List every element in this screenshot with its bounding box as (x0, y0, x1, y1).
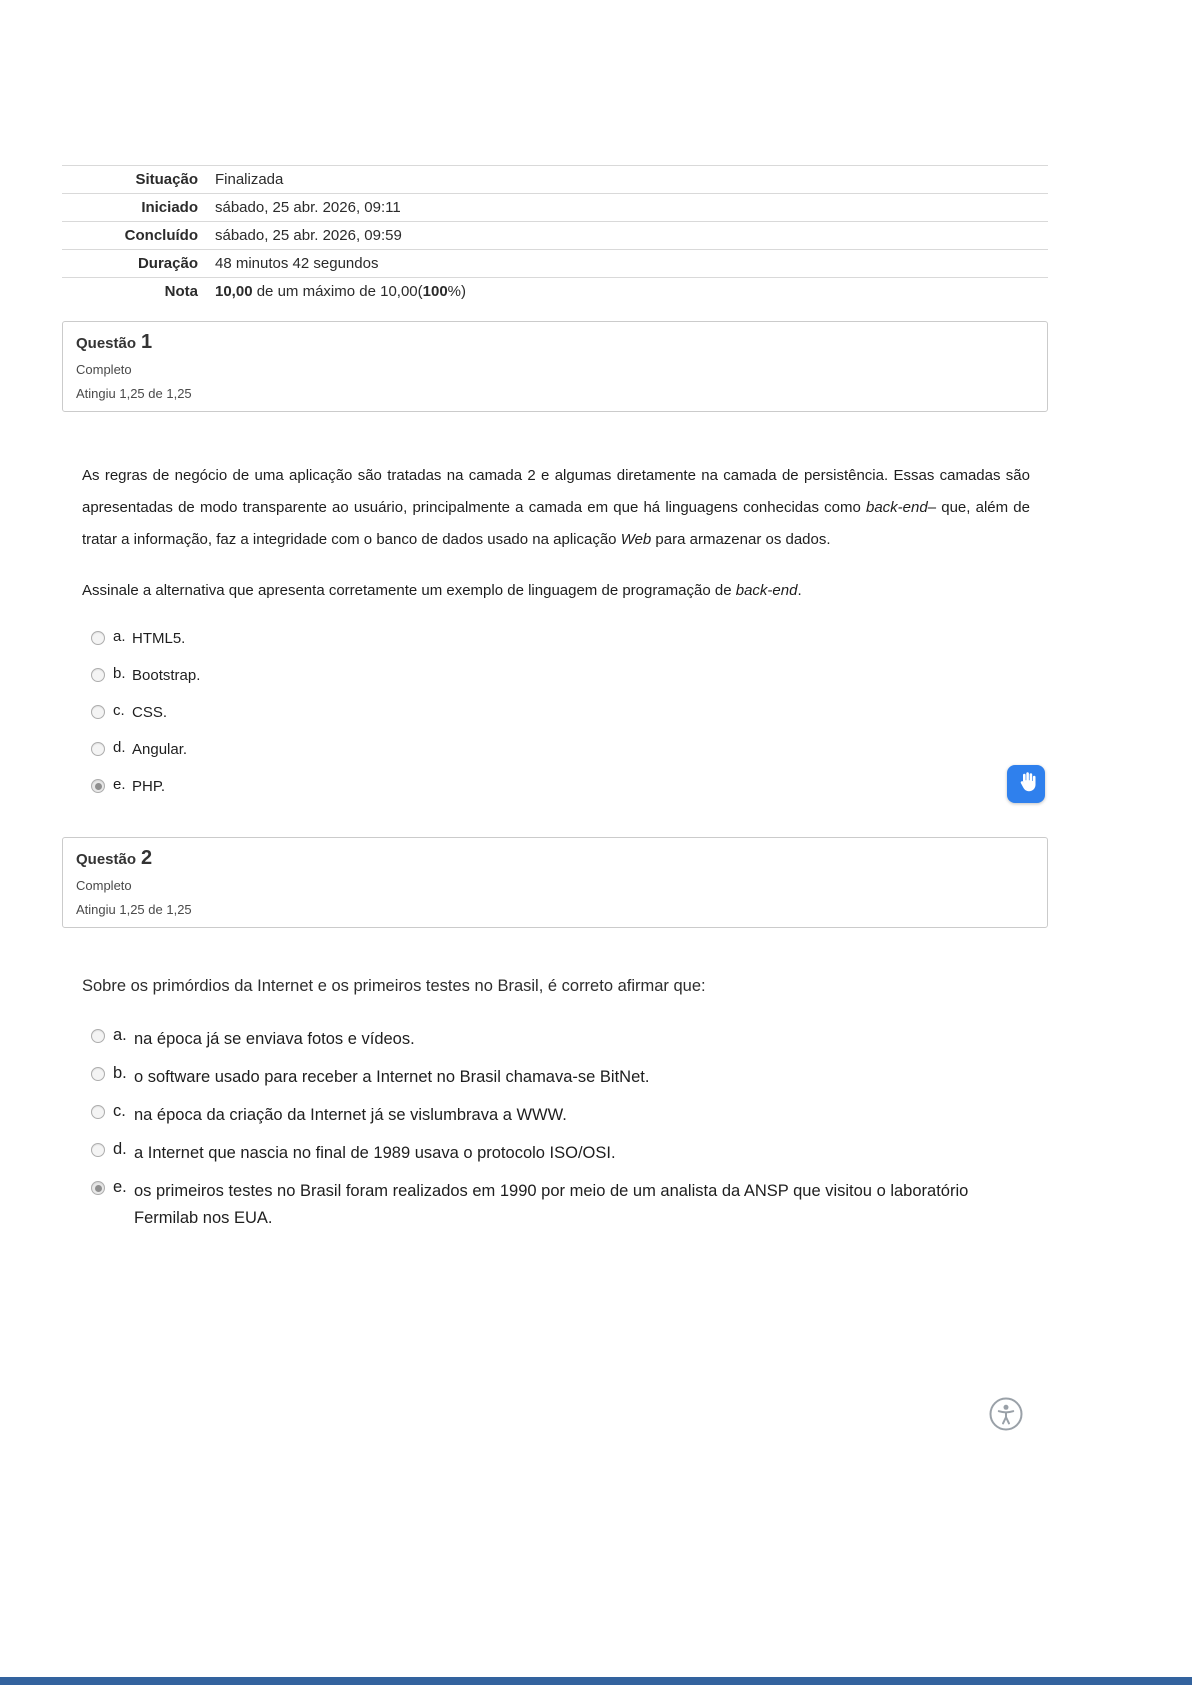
option-text: na época da criação da Internet já se vislumbrava a WWW. (134, 1106, 567, 1124)
radio-button[interactable] (91, 779, 105, 793)
question-text-italic: back-end (735, 582, 798, 599)
grade-text-part: %) (447, 283, 467, 300)
question-2-options (82, 1026, 1030, 1232)
libras-accessibility-button[interactable] (1007, 765, 1045, 803)
radio-button[interactable] (91, 1029, 105, 1043)
accessibility-person-icon (988, 1396, 1024, 1437)
option-text: os primeiros testes no Brasil foram realizados em 1990 por meio de um analista da ANSP que visitou o laboratório Fermilab nos EUA. (134, 1182, 969, 1227)
summary-label: Iniciado (141, 199, 198, 216)
grade-percent: 100 (422, 283, 448, 300)
question-title-label: Questão (76, 851, 137, 868)
summary-value: Finalizada (215, 171, 284, 188)
option-text: Bootstrap. (132, 667, 201, 684)
question-text-part: Assinale a alternativa que apresenta corretamente um exemplo de linguagem de programação de (82, 582, 736, 599)
option-row-d (91, 739, 1030, 760)
option-row-a (91, 1026, 1030, 1053)
question-status: Completo (76, 878, 132, 893)
option-text: PHP. (132, 778, 166, 795)
option-text: na época já se enviava fotos e vídeos. (134, 1030, 415, 1048)
option-letter: a. (113, 1026, 127, 1044)
question-text-italic: Web (620, 531, 652, 548)
question-grade: Atingiu 1,25 de 1,25 (76, 902, 192, 917)
question-1-title (76, 331, 1034, 354)
option-row-c (91, 702, 1030, 723)
option-text: a Internet que nascia no final de 1989 usava o protocolo ISO/OSI. (134, 1144, 616, 1162)
question-title-label: Questão (76, 335, 137, 352)
summary-row-nota (62, 277, 1048, 305)
option-text: Angular. (132, 741, 188, 758)
question-1-prompt (82, 580, 1030, 601)
option-text: CSS. (132, 704, 168, 721)
question-2-content (62, 974, 1048, 1232)
option-letter: d. (113, 1140, 127, 1158)
question-text-part: para armazenar os dados. (651, 531, 831, 548)
option-letter: d. (113, 739, 126, 756)
question-number: 2 (141, 847, 153, 869)
grade-number: 10,00 (215, 283, 253, 300)
option-text: o software usado para receber a Internet no Brasil chamava-se BitNet. (134, 1068, 650, 1086)
option-row-b (91, 1064, 1030, 1091)
radio-button[interactable] (91, 1105, 105, 1119)
summary-label: Concluído (124, 227, 198, 244)
summary-value: 48 minutos 42 segundos (215, 255, 379, 272)
question-text-part: . (797, 582, 802, 599)
bottom-bar (0, 1677, 1192, 1685)
option-letter: a. (113, 628, 126, 645)
summary-row-duracao (62, 249, 1048, 277)
question-number: 1 (141, 331, 153, 353)
radio-button[interactable] (91, 742, 105, 756)
radio-button[interactable] (91, 1181, 105, 1195)
question-text-part: As regras de negócio de uma aplicação são tratadas na camada 2 e algumas diretamente na camada de persistência. Essas camadas são apresentadas de modo transparente ao usuário, principalmente a camada em que há linguagens conhecidas como (82, 467, 1030, 516)
radio-button[interactable] (91, 631, 105, 645)
question-text-italic: back-end (866, 499, 928, 516)
summary-grade-value (215, 283, 1048, 300)
question-grade: Atingiu 1,25 de 1,25 (76, 386, 192, 401)
summary-row-situacao (62, 165, 1048, 193)
question-1-info-box (62, 321, 1048, 412)
radio-button[interactable] (91, 1143, 105, 1157)
option-letter: b. (113, 665, 126, 682)
question-2-info-box (62, 837, 1048, 928)
radio-button[interactable] (91, 705, 105, 719)
summary-row-concluido (62, 221, 1048, 249)
summary-label: Situação (135, 171, 198, 188)
question-status: Completo (76, 362, 132, 377)
option-letter: e. (113, 776, 126, 793)
option-row-e (91, 776, 1030, 797)
summary-label: Duração (137, 255, 198, 272)
summary-row-iniciado (62, 193, 1048, 221)
option-row-d (91, 1140, 1030, 1167)
summary-label: Nota (164, 283, 198, 300)
question-1-content (62, 460, 1048, 797)
hand-icon (1014, 770, 1038, 799)
option-row-c (91, 1102, 1030, 1129)
option-letter: e. (113, 1178, 127, 1196)
question-text-part: – que, além de tratar a informação, faz a integridade com o banco de dados usado na aplicação (82, 499, 1030, 548)
radio-button[interactable] (91, 668, 105, 682)
option-letter: c. (113, 702, 125, 719)
attempt-summary-table (62, 165, 1048, 305)
question-1-options (82, 628, 1030, 797)
option-text: HTML5. (132, 630, 186, 647)
grade-text-part: de um máximo de 10,00( (252, 283, 423, 300)
question-1-text (82, 460, 1030, 556)
option-row-a (91, 628, 1030, 649)
option-row-b (91, 665, 1030, 686)
option-row-e (91, 1178, 1030, 1232)
summary-value: sábado, 25 abr. 2026, 09:11 (215, 199, 401, 216)
question-2-title (76, 847, 1034, 870)
radio-button[interactable] (91, 1067, 105, 1081)
question-2-text: Sobre os primórdios da Internet e os primeiros testes no Brasil, é correto afirmar que: (82, 977, 706, 995)
accessibility-widget-button[interactable] (988, 1398, 1024, 1434)
option-letter: c. (113, 1102, 126, 1120)
summary-value: sábado, 25 abr. 2026, 09:59 (215, 227, 402, 244)
option-letter: b. (113, 1064, 127, 1082)
